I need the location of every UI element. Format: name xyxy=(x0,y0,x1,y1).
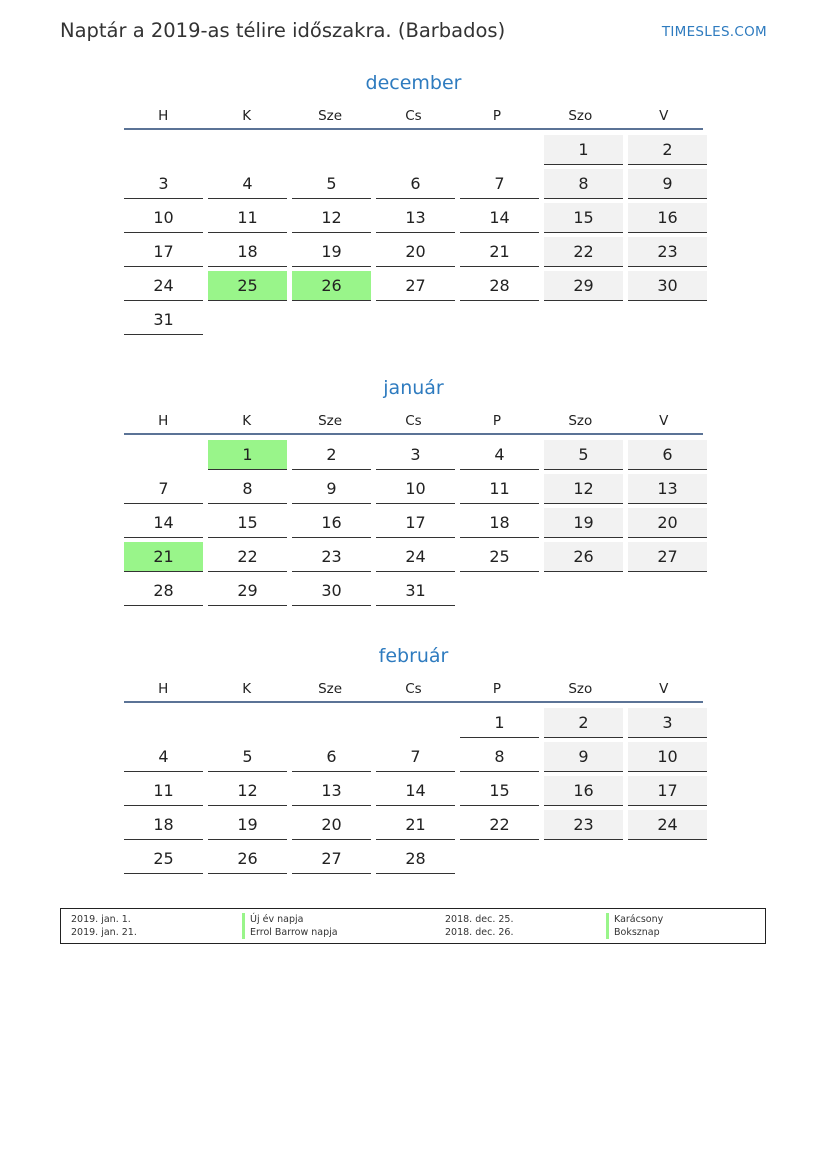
day-cell: 14 xyxy=(460,203,539,233)
day-cell: 5 xyxy=(208,742,287,772)
day-grid xyxy=(124,440,703,606)
day-cell: 9 xyxy=(628,169,707,199)
day-cell: 8 xyxy=(460,742,539,772)
day-cell: 30 xyxy=(292,576,371,606)
day-cell: 8 xyxy=(208,474,287,504)
day-cell: 25 xyxy=(460,542,539,572)
day-cell: 9 xyxy=(292,474,371,504)
weekday-header xyxy=(124,409,703,435)
day-cell: 27 xyxy=(628,542,707,572)
day-cell: 23 xyxy=(628,237,707,267)
day-cell: 20 xyxy=(376,237,455,267)
day-cell: 28 xyxy=(124,576,203,606)
day-cell: 19 xyxy=(544,508,623,538)
legend-date: 2019. jan. 21. xyxy=(71,927,137,938)
day-cell: 16 xyxy=(628,203,707,233)
day-cell: 24 xyxy=(376,542,455,572)
day-cell: 1 xyxy=(460,708,539,738)
day-cell: 15 xyxy=(208,508,287,538)
weekday-label: H xyxy=(158,413,169,429)
legend-date: 2019. jan. 1. xyxy=(71,914,131,925)
weekday-label: K xyxy=(242,108,252,124)
day-cell: 19 xyxy=(208,810,287,840)
day-cell: 29 xyxy=(544,271,623,301)
month-title: január xyxy=(383,377,444,399)
weekday-label: Szo xyxy=(568,681,593,697)
month-december xyxy=(124,70,703,335)
day-cell: 20 xyxy=(292,810,371,840)
day-cell: 13 xyxy=(628,474,707,504)
day-cell: 3 xyxy=(376,440,455,470)
month-title: február xyxy=(378,645,449,667)
day-cell: 20 xyxy=(628,508,707,538)
day-cell: 9 xyxy=(544,742,623,772)
day-cell: 6 xyxy=(628,440,707,470)
weekday-label: P xyxy=(492,108,501,124)
day-cell: 10 xyxy=(376,474,455,504)
month-february xyxy=(124,643,703,874)
legend-row xyxy=(61,913,765,926)
weekday-label: Sze xyxy=(318,681,343,697)
day-cell: 18 xyxy=(208,237,287,267)
month-january xyxy=(124,375,703,606)
day-cell: 6 xyxy=(292,742,371,772)
day-cell: 4 xyxy=(460,440,539,470)
day-cell: 31 xyxy=(124,305,203,335)
day-cell: 13 xyxy=(292,776,371,806)
legend-holiday-name: Errol Barrow napja xyxy=(242,926,338,939)
day-cell: 30 xyxy=(628,271,707,301)
day-cell: 5 xyxy=(292,169,371,199)
day-cell: 7 xyxy=(124,474,203,504)
weekday-label: H xyxy=(158,681,169,697)
weekday-label: V xyxy=(659,108,669,124)
day-cell: 3 xyxy=(124,169,203,199)
empty-cell xyxy=(292,135,371,165)
legend-holiday-name: Boksznap xyxy=(606,926,660,939)
weekday-label: K xyxy=(242,681,252,697)
holiday-day-cell: 1 xyxy=(208,440,287,470)
day-cell: 21 xyxy=(460,237,539,267)
day-cell: 12 xyxy=(208,776,287,806)
day-grid xyxy=(124,135,703,335)
day-cell: 10 xyxy=(124,203,203,233)
weekday-label: Cs xyxy=(405,681,422,697)
day-cell: 17 xyxy=(124,237,203,267)
weekday-label: P xyxy=(492,681,501,697)
day-cell: 8 xyxy=(544,169,623,199)
day-cell: 24 xyxy=(628,810,707,840)
day-cell: 18 xyxy=(460,508,539,538)
day-cell: 27 xyxy=(376,271,455,301)
day-cell: 22 xyxy=(460,810,539,840)
holiday-day-cell: 21 xyxy=(124,542,203,572)
day-cell: 11 xyxy=(460,474,539,504)
day-cell: 23 xyxy=(544,810,623,840)
weekday-label: K xyxy=(242,413,252,429)
day-cell: 3 xyxy=(628,708,707,738)
day-cell: 2 xyxy=(628,135,707,165)
day-cell: 16 xyxy=(544,776,623,806)
holiday-day-cell: 25 xyxy=(208,271,287,301)
legend-holiday-name: Új év napja xyxy=(242,913,303,926)
holiday-day-cell: 26 xyxy=(292,271,371,301)
legend-holiday-name: Karácsony xyxy=(606,913,663,926)
empty-cell xyxy=(124,708,203,738)
day-cell: 2 xyxy=(292,440,371,470)
day-cell: 23 xyxy=(292,542,371,572)
empty-cell xyxy=(292,708,371,738)
day-cell: 11 xyxy=(124,776,203,806)
month-title: december xyxy=(365,72,462,94)
day-cell: 24 xyxy=(124,271,203,301)
day-cell: 26 xyxy=(208,844,287,874)
day-cell: 29 xyxy=(208,576,287,606)
day-cell: 28 xyxy=(376,844,455,874)
weekday-label: Sze xyxy=(318,108,343,124)
day-cell: 22 xyxy=(208,542,287,572)
weekday-label: V xyxy=(659,681,669,697)
day-cell: 13 xyxy=(376,203,455,233)
empty-cell xyxy=(208,708,287,738)
page-title: Naptár a 2019-as télire időszakra. (Barbados) xyxy=(60,19,506,42)
day-cell: 12 xyxy=(544,474,623,504)
legend-row xyxy=(61,926,765,939)
day-cell: 31 xyxy=(376,576,455,606)
day-cell: 14 xyxy=(376,776,455,806)
empty-cell xyxy=(460,135,539,165)
day-cell: 15 xyxy=(460,776,539,806)
legend-date: 2018. dec. 26. xyxy=(445,927,514,938)
day-cell: 25 xyxy=(124,844,203,874)
day-cell: 14 xyxy=(124,508,203,538)
day-cell: 10 xyxy=(628,742,707,772)
empty-cell xyxy=(376,135,455,165)
day-cell: 7 xyxy=(460,169,539,199)
empty-cell xyxy=(376,708,455,738)
day-cell: 5 xyxy=(544,440,623,470)
day-cell: 17 xyxy=(628,776,707,806)
day-cell: 19 xyxy=(292,237,371,267)
day-cell: 26 xyxy=(544,542,623,572)
holiday-legend xyxy=(60,908,766,944)
empty-cell xyxy=(124,135,203,165)
day-cell: 18 xyxy=(124,810,203,840)
weekday-label: Szo xyxy=(568,108,593,124)
day-cell: 16 xyxy=(292,508,371,538)
brand-logo[interactable]: TIMESLES.COM xyxy=(661,24,767,40)
weekday-label: V xyxy=(659,413,669,429)
day-cell: 2 xyxy=(544,708,623,738)
weekday-header xyxy=(124,677,703,703)
day-cell: 12 xyxy=(292,203,371,233)
day-cell: 4 xyxy=(208,169,287,199)
day-cell: 17 xyxy=(376,508,455,538)
weekday-header xyxy=(124,104,703,130)
day-cell: 6 xyxy=(376,169,455,199)
weekday-label: Cs xyxy=(405,108,422,124)
legend-date: 2018. dec. 25. xyxy=(445,914,514,925)
day-cell: 27 xyxy=(292,844,371,874)
empty-cell xyxy=(124,440,203,470)
weekday-label: H xyxy=(158,108,169,124)
day-cell: 7 xyxy=(376,742,455,772)
day-cell: 28 xyxy=(460,271,539,301)
weekday-label: Szo xyxy=(568,413,593,429)
day-cell: 1 xyxy=(544,135,623,165)
empty-cell xyxy=(208,135,287,165)
day-grid xyxy=(124,708,703,874)
day-cell: 4 xyxy=(124,742,203,772)
weekday-label: Cs xyxy=(405,413,422,429)
day-cell: 22 xyxy=(544,237,623,267)
weekday-label: P xyxy=(492,413,501,429)
day-cell: 11 xyxy=(208,203,287,233)
day-cell: 15 xyxy=(544,203,623,233)
day-cell: 21 xyxy=(376,810,455,840)
weekday-label: Sze xyxy=(318,413,343,429)
